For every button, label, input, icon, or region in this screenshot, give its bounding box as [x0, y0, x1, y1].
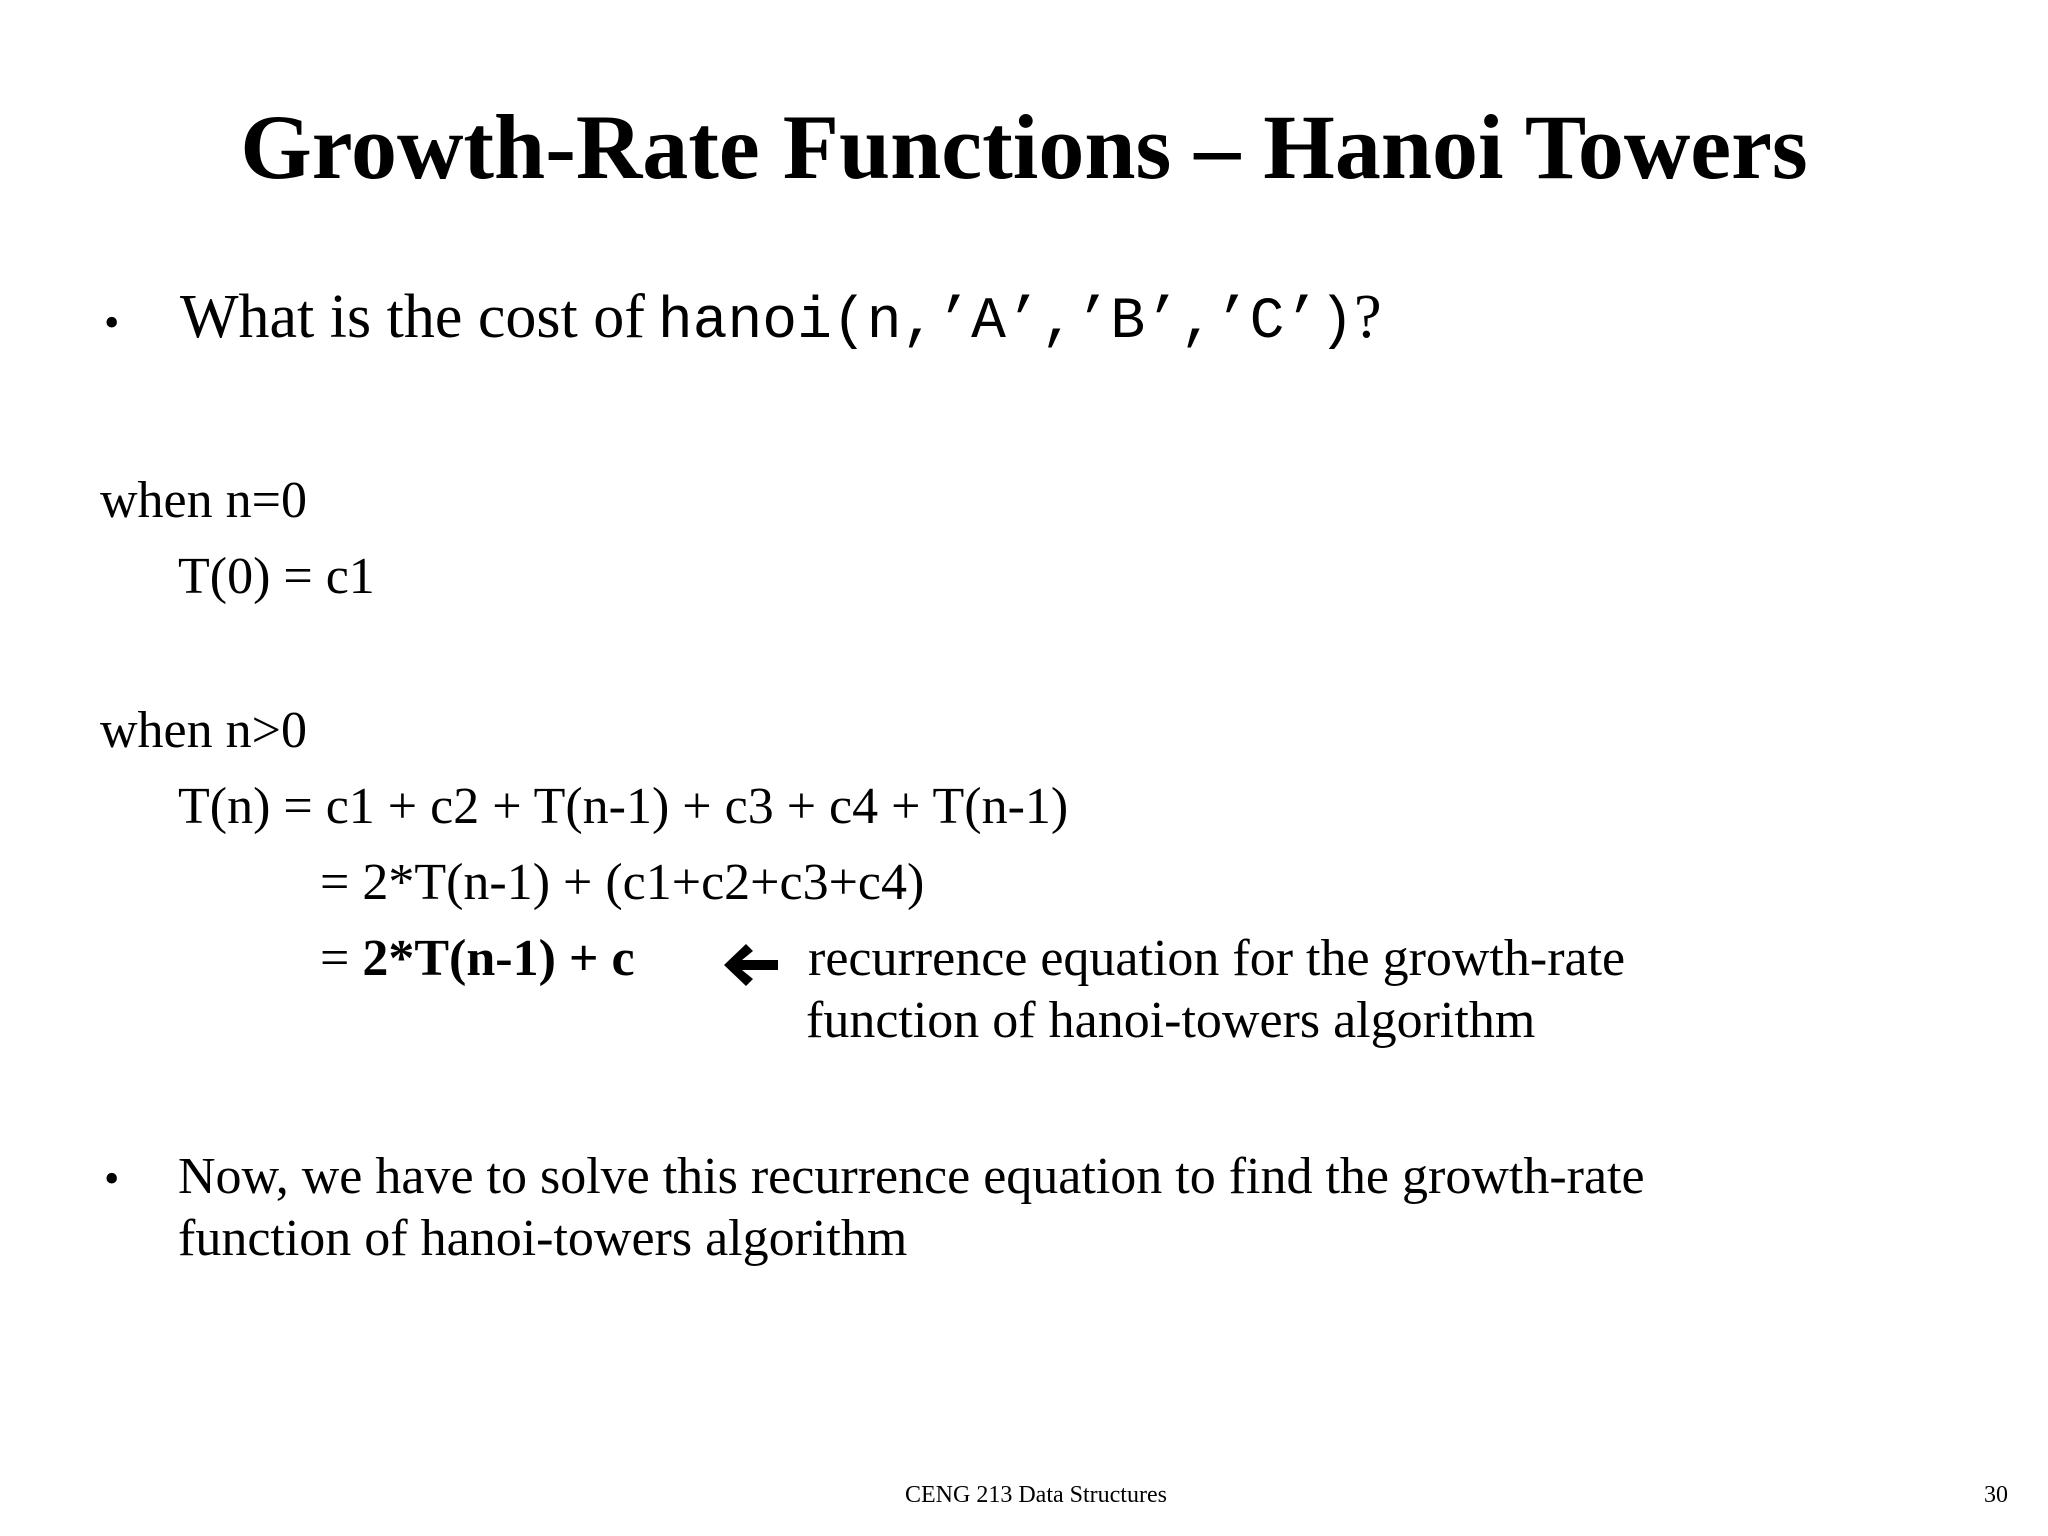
case-positive-condition: when n>0: [100, 702, 307, 759]
recurrence-line-1: T(n) = c1 + c2 + T(n-1) + c3 + c4 + T(n-1): [178, 778, 1069, 835]
left-arrow-icon: [722, 940, 780, 990]
bullet-icon: •: [104, 298, 120, 347]
recurrence-line-3: [320, 928, 635, 990]
recurrence-line-2: = 2*T(n-1) + (c1+c2+c3+c4): [320, 854, 925, 911]
footer-course: CENG 213 Data Structures: [905, 1482, 1167, 1508]
recurrence-final-form: 2*T(n-1) + c: [362, 930, 635, 987]
recurrence-note-line-1: recurrence equation for the growth-rate: [808, 930, 1626, 987]
slide-title: Growth-Rate Functions – Hanoi Towers: [240, 96, 1808, 198]
conclusion-line-2: function of hanoi-towers algorithm: [178, 1210, 908, 1267]
recurrence-note-line-2: function of hanoi-towers algorithm: [806, 992, 1536, 1049]
case-zero-equation: T(0) = c1: [178, 548, 375, 605]
recurrence-line-3-prefix: =: [320, 930, 350, 987]
question-code: hanoi(n,’A’,’B’,’C’): [657, 290, 1355, 355]
question-line: [180, 283, 1382, 355]
conclusion-line-1: Now, we have to solve this recurrence equation to find the growth-rate: [178, 1148, 1645, 1205]
question-suffix: ?: [1354, 283, 1382, 351]
page-number: 30: [1984, 1482, 2008, 1508]
case-zero-condition: when n=0: [100, 472, 307, 529]
bullet-icon: •: [104, 1154, 120, 1203]
question-prefix: What is the cost of: [180, 283, 645, 351]
